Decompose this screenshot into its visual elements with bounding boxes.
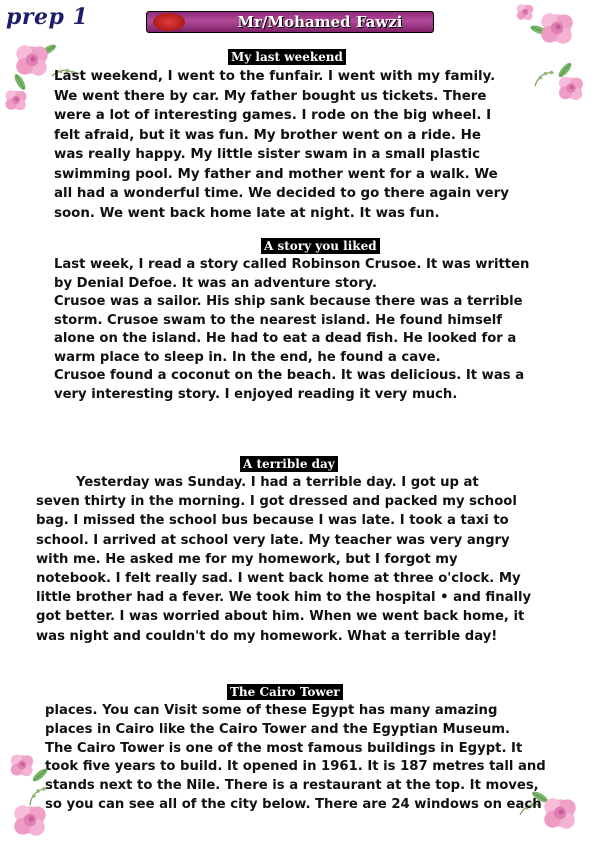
section-heading-a-story-you-liked: A story you liked [261, 238, 380, 254]
paragraph-line: with me. He asked me for my homework, but I forgot my [36, 551, 458, 567]
paragraph-line: storm. Crusoe swam to the nearest island. He found himself [54, 312, 503, 328]
paragraph-line: bag. I missed the school bus because I was late. I took a taxi to [36, 513, 509, 529]
paragraph-line: got better. I was worried about him. When we went back home, it [36, 609, 525, 625]
section-paragraph-my-last-weekend [54, 67, 509, 223]
paragraph-line: notebook. I felt really sad. I went back home at three o'clock. My [36, 571, 521, 587]
paragraph-line: places. You can Visit some of these Egypt has many amazing [45, 703, 498, 718]
paragraph-line: by Denial Defoe. It was an adventure story. [54, 275, 377, 291]
paragraph-line: Last week, I read a story called Robinson Crusoe. It was written [54, 257, 530, 272]
section-paragraph-the-cairo-tower [45, 702, 546, 815]
paragraph-line: very interesting story. I enjoyed reading it very much. [54, 386, 458, 402]
paragraph-line: warm place to sleep in. In the end, he found a cave. [54, 349, 441, 365]
paragraph-line: We went there by car. My father bought us tickets. There [54, 88, 487, 104]
section-heading-the-cairo-tower: The Cairo Tower [227, 684, 343, 700]
paragraph-line: so you can see all of the city below. There are 24 windows on each [45, 796, 542, 812]
section-heading-my-last-weekend: My last weekend [228, 49, 346, 65]
flower-decoration-top-right [495, 0, 595, 110]
paragraph-line: alone on the island. He had to eat a dead fish. He looked for a [54, 331, 517, 346]
paragraph-line: soon. We went back home late at night. It was fun. [54, 205, 440, 221]
grade-label: prep 1 [6, 4, 89, 30]
paragraph-line: all had a wonderful time. We decided to go there again very [54, 186, 509, 201]
paragraph-line: took five years to build. It opened in 1961. It is 187 metres tall and [45, 759, 546, 775]
paragraph-line: little brother had a fever. We took him to the hospital • and finally [36, 590, 532, 606]
paragraph-line: Last weekend, I went to the funfair. I went with my family. [54, 69, 496, 84]
paragraph-line: places in Cairo like the Cairo Tower and the Egyptian Museum. [45, 721, 510, 737]
paragraph-line: Yesterday was Sunday. I had a terrible day. I got up at [76, 475, 479, 490]
paragraph-line: stands next to the Nile. There is a restaurant at the top. It moves, [45, 778, 539, 794]
paragraph-line: seven thirty in the morning. I got dressed and packed my school [36, 494, 517, 510]
teacher-name-banner [146, 11, 434, 33]
section-heading-a-terrible-day: A terrible day [240, 456, 338, 472]
paragraph-line: was night and couldn't do my homework. What a terrible day! [36, 628, 498, 644]
stamp-logo [153, 13, 185, 31]
paragraph-line: The Cairo Tower is one of the most famous buildings in Egypt. It [45, 740, 523, 756]
teacher-name: Mr/Mohamed Fawzi [237, 13, 403, 31]
paragraph-line: were a lot of interesting games. I rode on the big wheel. I [54, 108, 492, 123]
section-paragraph-a-story-you-liked [54, 256, 529, 404]
paragraph-line: Crusoe was a sailor. His ship sank because there was a terrible [54, 294, 523, 309]
section-paragraph-a-terrible-day [36, 473, 531, 646]
paragraph-line: swimming pool. My father and mother went for a walk. We [54, 166, 498, 182]
paragraph-line: was really happy. My little sister swam in a small plastic [54, 147, 481, 162]
paragraph-line: school. I arrived at school very late. My teacher was very angry [36, 532, 510, 548]
paragraph-line: felt afraid, but it was fun. My brother went on a ride. He [54, 127, 481, 143]
paragraph-line: Crusoe found a coconut on the beach. It was delicious. It was a [54, 368, 525, 383]
